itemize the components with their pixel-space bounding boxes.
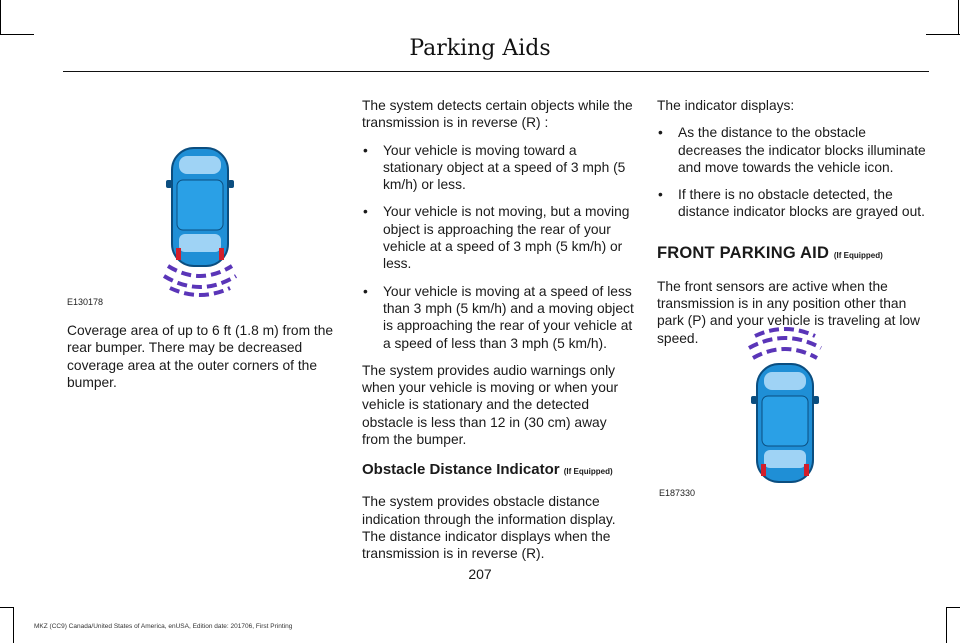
page-number: 207 [468, 566, 492, 582]
obstacle-distance-heading [362, 461, 634, 481]
front-parking-aid-heading [657, 243, 929, 266]
list-item: • Your vehicle is not moving, but a moving object is approaching the rear of your vehicle at a speed of 3 mph (5 km/h) or less. [362, 203, 634, 272]
indicator-intro: The indicator displays: [657, 98, 795, 113]
audio-warning-paragraph: The system provides audio warnings only when your vehicle is moving or when your vehicle is stationary and the detected obstacle is less than 12 in (30 cm) away from the bumper. [362, 362, 619, 448]
detection-intro: The system detects certain objects while the transmission is in reverse (R) : [362, 98, 633, 131]
figure-id: E130178 [67, 297, 104, 307]
page-title: Parking Aids [409, 36, 551, 61]
list-item: • If there is no obstacle detected, the distance indicator blocks are grayed out. [657, 186, 929, 221]
crop-mark [958, 0, 959, 34]
crop-mark [0, 607, 13, 608]
list-item: • As the distance to the obstacle decreases the indicator blocks illuminate and move towards the vehicle icon. [657, 124, 929, 176]
distance-indication-paragraph: The system provides obstacle distance indication through the information display. The distance indicator displays when the transmission is in reverse (R). [362, 494, 616, 562]
crop-mark [13, 607, 14, 643]
heading-text: FRONT PARKING AID [657, 243, 830, 262]
front-sensors-paragraph: The front sensors are active when the transmission is in any position other than park (P) and your vehicle is traveling at low speed. [657, 278, 921, 346]
rear-sensor-arcs [164, 266, 236, 295]
coverage-paragraph: Coverage area of up to 6 ft (1.8 m) from the rear bumper. There may be decreased coverage area at the outer corners of the bumper. [67, 323, 334, 390]
list-item: • Your vehicle is moving at a speed of less than 3 mph (5 km/h) and a moving object is approaching the rear of your vehicle at a speed of less than 3 mph (5 km/h). [362, 283, 634, 352]
car-icon [751, 364, 819, 482]
crop-mark [946, 607, 947, 643]
front-coverage-illustration [735, 322, 835, 487]
header-divider [63, 71, 929, 72]
list-item: • Your vehicle is moving toward a stationary object at a speed of 3 mph (5 km/h) or less. [362, 142, 634, 194]
car-icon [166, 148, 234, 266]
crop-mark [946, 607, 960, 608]
indicator-list [657, 124, 929, 220]
figure-id: E187330 [659, 488, 696, 498]
detection-list [362, 142, 634, 352]
footer-text: MKZ (CC9) Canada/United States of America, enUSA, Edition date: 201706, First Printing [34, 623, 293, 630]
crop-mark [926, 34, 960, 35]
rear-coverage-illustration [150, 140, 250, 300]
heading-text: Obstacle Distance Indicator [362, 461, 560, 479]
front-sensor-arcs [749, 329, 821, 358]
crop-mark [0, 0, 1, 34]
if-equipped-tag: (If Equipped) [563, 467, 613, 477]
if-equipped-tag: (If Equipped) [833, 250, 883, 260]
crop-mark [0, 34, 34, 35]
